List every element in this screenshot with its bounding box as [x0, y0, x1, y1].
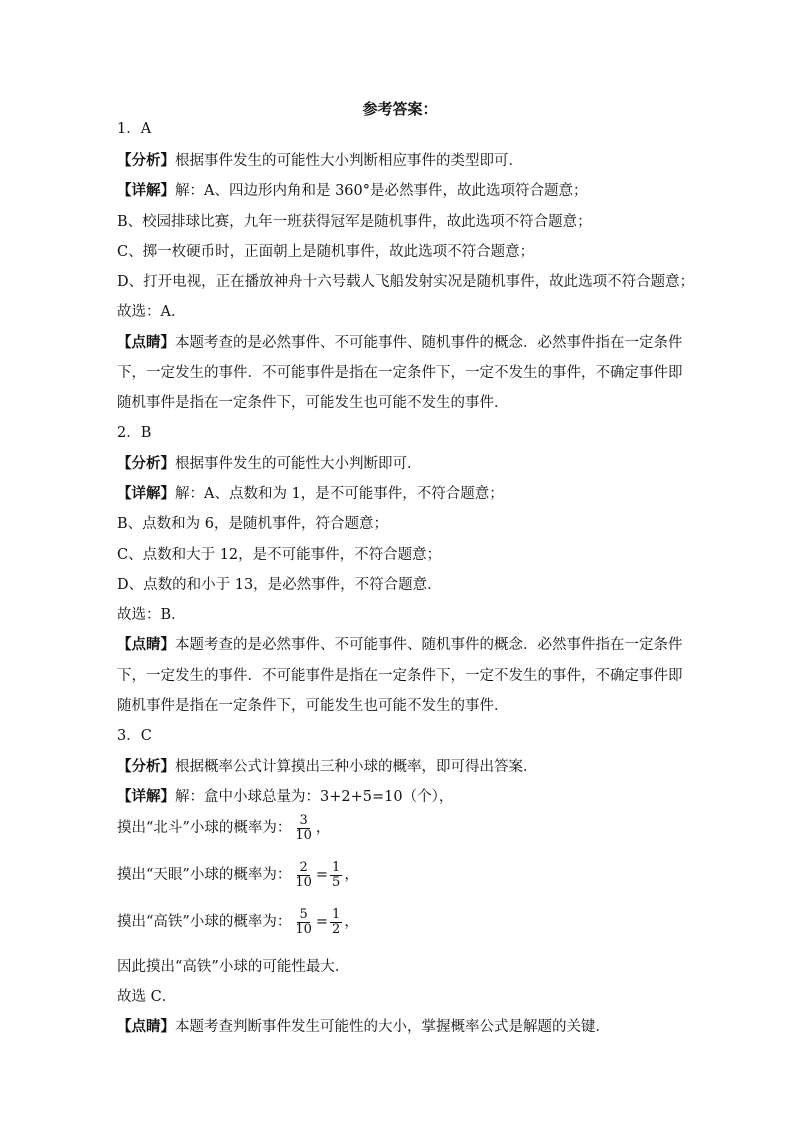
q3-tianyan-line [117, 859, 359, 891]
denominator: 10 [295, 874, 312, 890]
q1-comment-2: 下，一定发生的事件．不可能事件是指在一定条件下，一定不发生的事件，不确定事件即 [117, 365, 683, 381]
tianyan-fraction [293, 861, 314, 890]
q3-analysis [117, 758, 538, 776]
comment-text: 本题考查的是必然事件、不可能事件、随机事件的概念．必然事件指在一定条件 [175, 335, 683, 351]
q1-comment-3: 随机事件是指在一定条件下，可能发生也可能不发生的事件． [117, 395, 509, 411]
detail-tag: 【详解】 [117, 789, 175, 805]
comment-text: 本题考查的是必然事件、不可能事件、随机事件的概念．必然事件指在一定条件 [175, 637, 683, 653]
numerator: 2 [299, 859, 308, 875]
comment-text: 本题考查判断事件发生可能性的大小，掌握概率公式是解题的关键． [175, 1019, 610, 1035]
q1-detail [117, 182, 588, 200]
equals-sign: = [315, 914, 329, 930]
q2-number: 2．B [117, 425, 152, 441]
total-unit: （个）， [402, 789, 454, 805]
denominator: 5 [332, 874, 341, 890]
q3-number: 3．C [117, 728, 152, 744]
analysis-text: 根据事件发生的可能性大小判断相应事件的类型即可． [175, 153, 523, 169]
q3-beidou-line [117, 812, 330, 844]
gaotie-fraction [293, 908, 314, 937]
analysis-text: 根据概率公式计算摸出三种小球的概率，即可得出答案． [175, 759, 538, 775]
detail-text: 解：A、四边形内角和是 360°是必然事件，故此选项符合题意； [175, 183, 588, 199]
q1-number: 1．A [117, 121, 152, 137]
q2-detail [117, 485, 504, 503]
detail-tag: 【详解】 [117, 183, 175, 199]
q2-comment [117, 636, 683, 654]
analysis-tag: 【分析】 [117, 759, 175, 775]
numerator: 1 [332, 859, 341, 875]
analysis-tag: 【分析】 [117, 456, 175, 472]
numerator: 3 [299, 812, 308, 828]
gaotie-result-fraction [330, 908, 342, 937]
numerator: 1 [332, 906, 341, 922]
denominator: 2 [332, 921, 341, 937]
q1-line-b: B、校园排球比赛，九年一班获得冠军是随机事件，故此选项不符合题意； [117, 214, 592, 230]
comment-tag: 【点睛】 [117, 637, 175, 653]
equals-sign: = [315, 867, 329, 883]
q2-line-c: C、点数和大于 12，是不可能事件，不符合题意； [117, 547, 442, 563]
q3-detail [117, 788, 453, 806]
beidou-text: 摸出“北斗”小球的概率为： [117, 820, 292, 836]
q2-line-b: B、点数和为 6，是随机事件，符合题意； [117, 516, 388, 532]
numerator: 5 [299, 906, 308, 922]
line-end: ， [315, 820, 331, 836]
line-end: ， [344, 867, 359, 883]
q1-analysis [117, 152, 523, 170]
comment-tag: 【点睛】 [117, 335, 175, 351]
q1-line-d: D、打开电视，正在播放神舟十六号载人飞船发射实况是随机事件，故此选项不符合题意； [117, 274, 695, 290]
detail-text: 解：盒中小球总量为： [175, 789, 320, 805]
q1-choice: 故选：A． [117, 304, 186, 320]
q1-line-c: C、掷一枚硬币时，正面朝上是随机事件，故此选项不符合题意； [117, 244, 535, 260]
denominator: 10 [295, 921, 312, 937]
q3-comment [117, 1018, 610, 1036]
analysis-tag: 【分析】 [117, 153, 175, 169]
beidou-fraction [293, 814, 314, 843]
q2-choice: 故选：B． [117, 607, 186, 623]
comment-tag: 【点睛】 [117, 1019, 175, 1035]
detail-tag: 【详解】 [117, 486, 175, 502]
tianyan-text: 摸出“天眼”小球的概率为： [117, 867, 292, 883]
analysis-text: 根据事件发生的可能性大小判断即可． [175, 456, 422, 472]
q3-gaotie-line [117, 906, 359, 938]
q1-comment [117, 334, 683, 352]
gaotie-text: 摸出“高铁”小球的概率为： [117, 914, 292, 930]
q2-comment-3: 随机事件是指在一定条件下，可能发生也可能不发生的事件． [117, 698, 509, 714]
line-end: ， [344, 914, 359, 930]
detail-text: 解：A、点数和为 1，是不可能事件，不符合题意； [175, 486, 504, 502]
q2-analysis [117, 455, 422, 473]
q2-line-d: D、点数的和小于 13，是必然事件，不符合题意． [117, 577, 442, 593]
q2-comment-2: 下，一定发生的事件．不可能事件是指在一定条件下，一定不发生的事件，不确定事件即 [117, 668, 683, 684]
q3-conclusion: 因此摸出“高铁”小球的可能性最大． [117, 959, 350, 975]
tianyan-result-fraction [330, 861, 342, 890]
denominator: 10 [295, 827, 312, 843]
total-expression: 3+2+5=10 [320, 789, 403, 805]
page-title: 参考答案： [362, 100, 438, 118]
q3-choice: 故选 C． [117, 989, 177, 1005]
